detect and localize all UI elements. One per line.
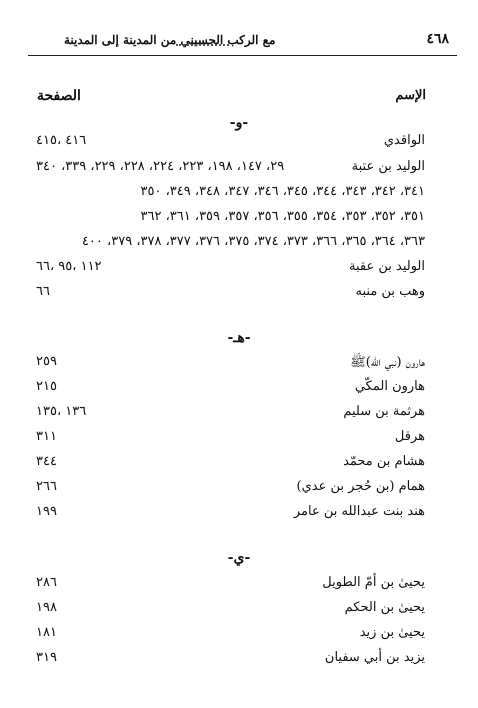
entry-pages: ١٩٩	[36, 504, 57, 519]
running-header	[28, 31, 457, 53]
entry-pages: ١٩٨	[36, 600, 57, 615]
name-column-heading: الإسم	[395, 88, 426, 103]
entry-pages-continued: ٣٦٣، ٣٦٤، ٣٦٥، ٣٦٦، ٣٧٣، ٣٧٤، ٣٧٥، ٣٧٦، ٣٧٧، ٣٧٨، ٣٧٩، ٤٠٠	[81, 234, 425, 249]
entry-pages: ٤١٦ ،٤١٥	[36, 133, 87, 148]
entry-name: هارون المكّي	[354, 379, 425, 394]
index-entry	[0, 625, 478, 647]
index-entry	[0, 575, 478, 597]
index-entry-continuation	[0, 184, 478, 206]
entry-pages-continued: ٣٥١، ٣٥٢، ٣٥٣، ٣٥٤، ٣٥٥، ٣٥٦، ٣٥٧، ٣٥٩، ٣٦١، ٣٦٢	[140, 209, 425, 224]
page-number: ٤٦٨	[426, 31, 449, 47]
entry-name: يحيىٰ بن أمّ الطويل	[322, 575, 425, 590]
entry-pages: ٢٩، ١٤٧، ١٩٨، ٢٢٣، ٢٢٤، ٢٢٨، ٢٢٩، ٣٣٩، ٣٤٠	[36, 159, 285, 174]
entry-name: هارون (نبي الله)ﷺ	[350, 355, 425, 370]
entry-name: هند بنت عبدالله بن عامر	[293, 504, 425, 519]
index-entry-continuation	[0, 234, 478, 256]
section-letter: -ي-	[227, 550, 251, 566]
index-entry	[0, 379, 478, 401]
entry-pages: ٢٥٩	[36, 354, 57, 369]
entry-name: يزيد بن أبي سفيان	[324, 650, 425, 665]
entry-pages: ١٨١	[36, 625, 57, 640]
section-letter: -و-	[229, 115, 249, 131]
index-entry	[0, 404, 478, 426]
entry-pages: ٢٨٦	[36, 575, 57, 590]
index-entry	[0, 284, 478, 306]
index-entry	[0, 354, 478, 376]
entry-pages: ٢٦٦	[36, 479, 57, 494]
entry-name: الواقدي	[383, 133, 425, 148]
index-entry	[0, 504, 478, 526]
entry-pages: ٣١١	[36, 429, 57, 444]
index-entry	[0, 259, 478, 281]
index-entry	[0, 159, 478, 181]
page-column-heading: الصفحة	[37, 88, 81, 104]
entry-name: هشام بن محمّد	[343, 454, 425, 469]
entry-pages: ٣٤٤	[36, 454, 57, 469]
index-entry	[0, 479, 478, 501]
entry-pages: ١١٢ ،٩٥ ،٦٦	[36, 259, 102, 274]
entry-pages: ٣١٩	[36, 650, 57, 665]
leader-dots	[176, 44, 229, 46]
index-entry	[0, 454, 478, 476]
index-entry	[0, 650, 478, 672]
header-rule	[28, 55, 457, 56]
entry-pages: ١٣٦ ،١٣٥	[36, 404, 87, 419]
entry-pages: ٢١٥	[36, 379, 57, 394]
entry-name: هرثمة بن سليم	[343, 404, 425, 419]
index-entry-continuation	[0, 209, 478, 231]
running-title: مع الركب الحسيني من المدينة إلى المدينة	[64, 33, 276, 47]
index-entry	[0, 133, 478, 155]
entry-name: هرقل	[394, 429, 425, 444]
entry-name: يحيىٰ بن زيد	[359, 625, 425, 640]
entry-name: وهب بن منبه	[355, 284, 425, 299]
entry-name: الوليد بن عتبة	[351, 159, 425, 174]
entry-pages: ٦٦	[36, 284, 50, 299]
index-entry	[0, 429, 478, 451]
section-letter: -هـ-	[227, 330, 251, 346]
index-entry	[0, 600, 478, 622]
entry-pages-continued: ٣٤١، ٣٤٢، ٣٤٣، ٣٤٤، ٣٤٥، ٣٤٦، ٣٤٧، ٣٤٨، ٣٤٩، ٣٥٠	[140, 184, 425, 199]
entry-name: همام (بن حُجر بن عدي)	[296, 479, 425, 494]
entry-name: الوليد بن عقبة	[348, 259, 425, 274]
entry-name: يحيىٰ بن الحكم	[344, 600, 425, 615]
